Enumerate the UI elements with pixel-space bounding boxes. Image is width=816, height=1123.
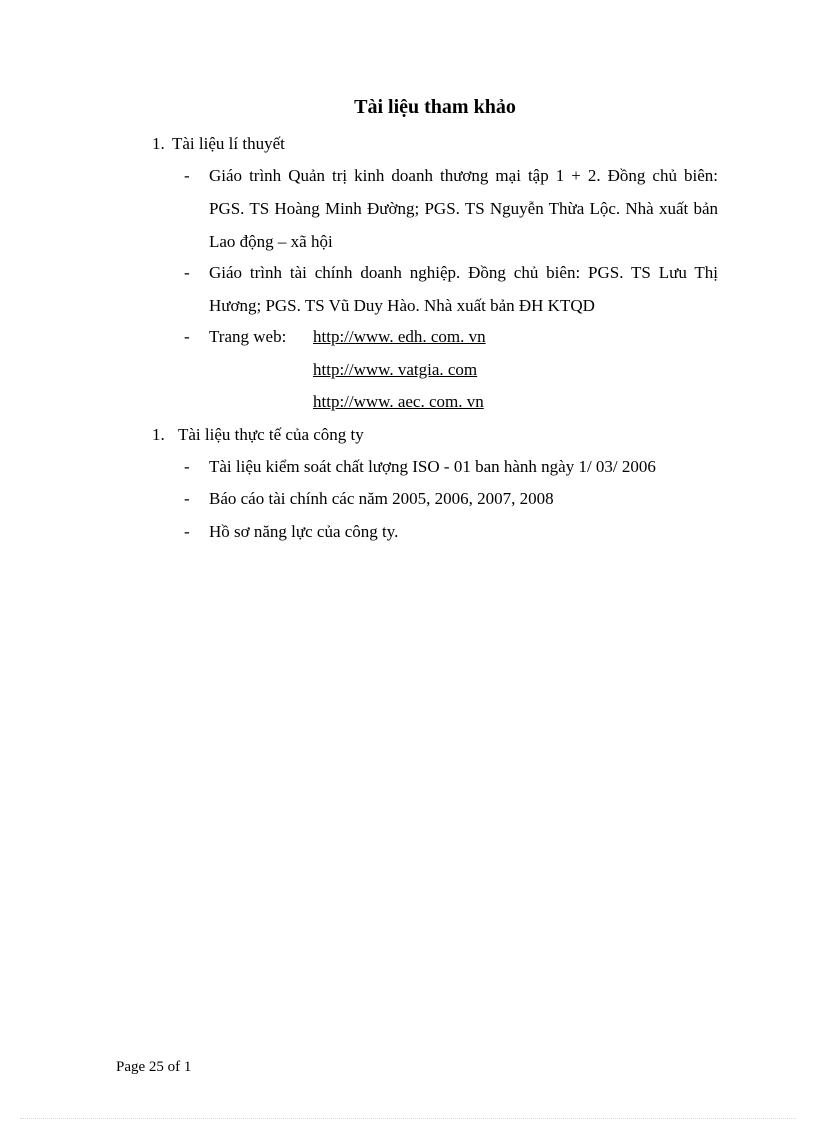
list-bullet: - (184, 457, 190, 476)
list-bullet: - (184, 489, 190, 508)
section-heading-company (152, 424, 364, 446)
list-bullet: - (184, 522, 190, 541)
website-link[interactable]: http://www. vatgia. com (313, 360, 478, 379)
web-label: Trang web: (209, 327, 287, 346)
section-title: Tài liệu lí thuyết (172, 134, 285, 153)
page-bottom-divider (20, 1118, 796, 1119)
list-item: Tài liệu kiểm soát chất lượng ISO - 01 ban hành ngày 1/ 03/ 2006 (209, 457, 656, 476)
list-item: Giáo trình Quản trị kinh doanh thương mại tập 1 + 2. Đồng chủ biên: PGS. TS Hoàng Minh Đường; PGS. TS Nguyễn Thừa Lộc. Nhà xuất bản Lao động – xã hội (209, 166, 718, 251)
list-bullet: - (184, 263, 190, 282)
website-link[interactable]: http://www. aec. com. vn (313, 392, 484, 411)
page-number-footer: Page 25 of 1 (116, 1059, 192, 1075)
website-link[interactable]: http://www. edh. com. vn (313, 327, 486, 346)
list-item: Hồ sơ năng lực của công ty. (209, 522, 399, 541)
list-bullet: - (184, 327, 190, 346)
list-item: Giáo trình tài chính doanh nghiệp. Đồng chủ biên: PGS. TS Lưu Thị Hương; PGS. TS Vũ Duy Hào. Nhà xuất bản ĐH KTQD (209, 263, 718, 315)
section-number: 1. (152, 134, 165, 153)
section-number: 1. (152, 425, 165, 444)
list-item: Báo cáo tài chính các năm 2005, 2006, 2007, 2008 (209, 489, 554, 508)
page-title: Tài liệu tham khảo (354, 96, 516, 118)
list-bullet: - (184, 166, 190, 185)
section-title: Tài liệu thực tế của công ty (178, 425, 364, 444)
section-heading-theory (152, 133, 285, 155)
